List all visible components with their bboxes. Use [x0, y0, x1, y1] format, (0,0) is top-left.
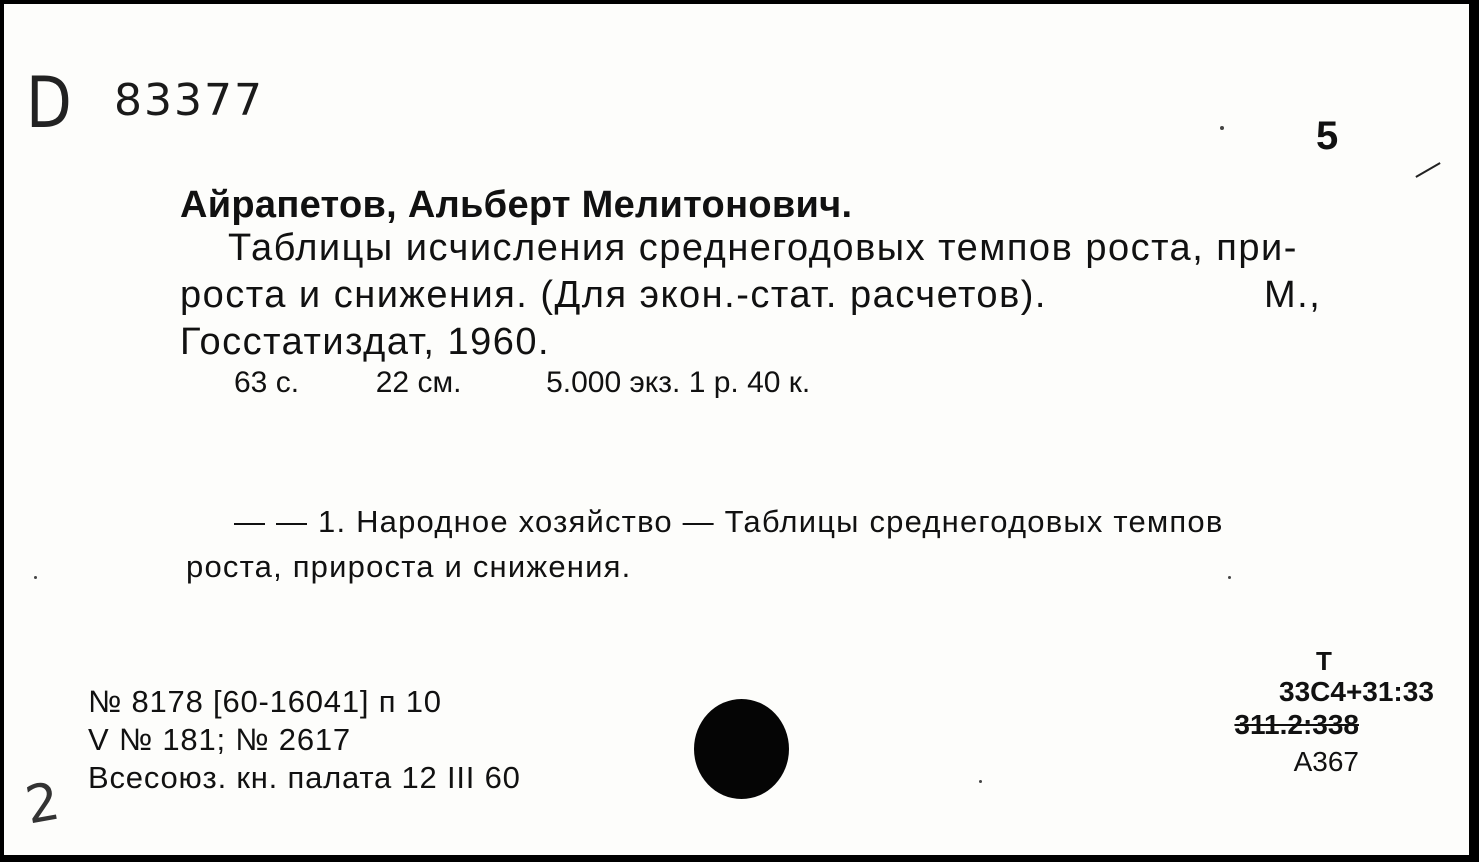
title-line-1: Таблицы исчисления среднегодовых темпов роста, при-	[228, 227, 1298, 269]
ink-speck	[34, 576, 37, 579]
handwritten-corner-number: 2	[21, 771, 65, 837]
registration-line-2: V № 181; № 2617	[88, 722, 351, 757]
subject-line-2: роста, прироста и снижения.	[186, 549, 632, 584]
physical-description	[234, 366, 810, 400]
shelfmark-top-mark: Т	[1316, 646, 1332, 676]
registration-line-1: № 8178 [60-16041] п 10	[88, 684, 442, 719]
ink-speck	[979, 780, 982, 783]
card-number: 5	[1316, 114, 1339, 158]
shelfmark-line-2: 311.2:338	[1234, 709, 1359, 740]
book-size: 22 см.	[375, 366, 462, 399]
ink-speck	[1220, 126, 1224, 130]
page-count: 63 с.	[234, 366, 300, 399]
print-run-price: 5.000 экз. 1 р. 40 к.	[546, 366, 811, 399]
shelfmark-line-3: А367	[1293, 746, 1359, 777]
handwritten-d-mark: D	[26, 62, 72, 144]
title-line-2: роста и снижения. (Для экон.-стат. расчетов).	[180, 274, 1047, 316]
catalog-card	[4, 4, 1469, 855]
ink-speck	[1228, 576, 1231, 579]
title-line-2-place: М.,	[1264, 274, 1322, 316]
punched-hole	[694, 699, 789, 799]
pencil-tick-mark	[1415, 162, 1440, 178]
author-heading: Айрапетов, Альберт Мелитонович.	[180, 184, 853, 226]
registration-line-3: Всесоюз. кн. палата 12 III 60	[88, 760, 521, 795]
accession-number: 83377	[114, 75, 264, 126]
subject-line-1: — — 1. Народное хозяйство — Таблицы среднегодовых темпов	[234, 504, 1224, 539]
title-line-3: Госстатиздат, 1960.	[180, 321, 551, 363]
shelfmark-line-1: 33С4+31:33	[1279, 676, 1434, 707]
